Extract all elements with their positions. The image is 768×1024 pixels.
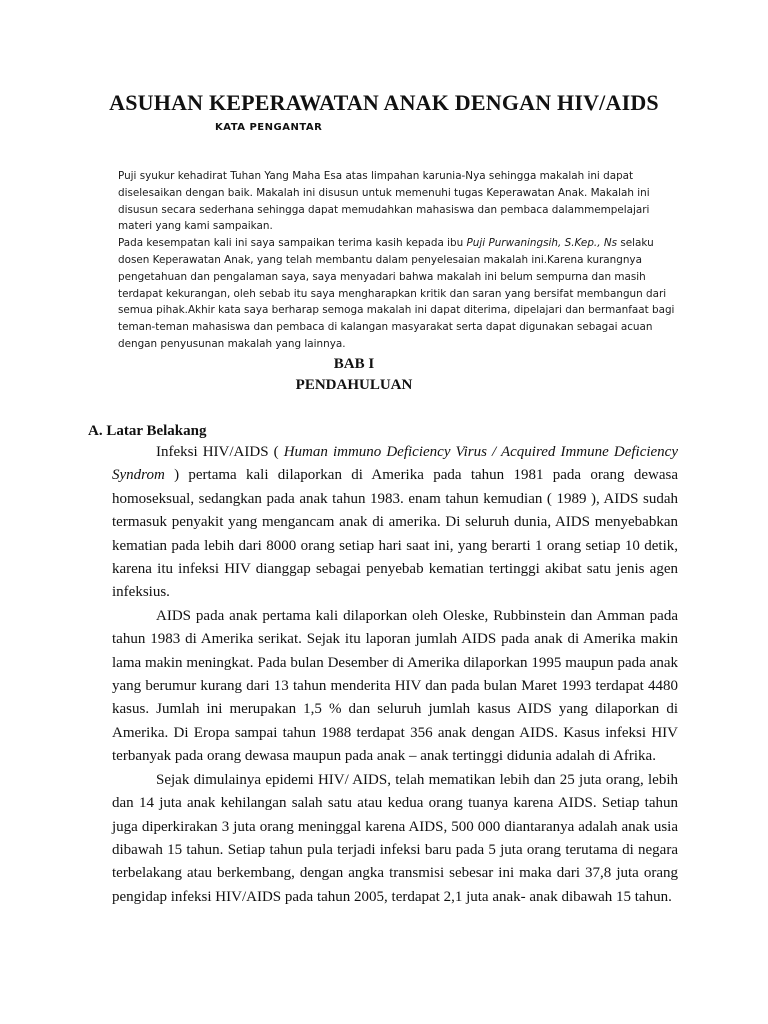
body-p1-italic: Human immuno Deficiency Virus / Acquired Immune Deficiency Syndrom — [112, 444, 678, 484]
chapter-title: PENDAHULUAN — [295, 377, 413, 393]
chapter-number: BAB I — [333, 356, 375, 372]
body-p1-start: Infeksi HIV/AIDS ( — [156, 444, 284, 460]
body-paragraph-1 — [112, 441, 678, 605]
foreword-p2-end: selaku dosen Keperawatan Anak, yang telah membantu dalam penyelesaian makalah ini.Karena kurangnya pengetahuan dan pengalaman saya, saya menyadari bahwa makalah ini belum sempurna dan masih terdapat kekurangan, oleh sebab itu saya mengharapkan kritik dan saran yang bersifat membangun dari semua pihak.Akhir kata saya berharap semoga makalah ini dapat diterima, dipelajari dan bermanfaat bagi teman-teman mahasiswa dan pembaca di kalangan masyarakat serta dapat digunakan sebagai acuan dengan penyusunan makalah yang lainnya. — [118, 237, 675, 350]
body-paragraph-2: AIDS pada anak pertama kali dilaporkan oleh Oleske, Rubbinstein dan Amman pada tahun 1983 di Amerika serikat. Sejak itu laporan jumlah AIDS pada anak di Amerika makin lama makin meningkat. Pada bulan Desember di Amerika dilaporkan 1995 maupun pada anak yang berumur kurang dari 13 tahun menderita HIV dan pada bulan Maret 1993 terdapat 4480 kasus. Jumlah ini merupakan 1,5 % dan seluruh jumlah kasus AIDS yang dilaporkan di Amerika. Di Eropa sampai tahun 1988 terdapat 356 anak dengan AIDS. Kasus infeksi HIV terbanyak pada orang dewasa maupun pada anak – anak tertinggi didunia adalah di Afrika. — [112, 607, 678, 765]
foreword-paragraph-2 — [118, 235, 678, 353]
body-paragraph-3: Sejak dimulainya epidemi HIV/ AIDS, telah mematikan lebih dan 25 juta orang, lebih dan 14 juta anak kehilangan salah satu atau kedua orang tuanya karena AIDS. Setiap tahun juga diperkirakan 3 juta orang meninggal karena AIDS, 500 000 diantaranya adalah anak usia dibawah 15 tahun. Setiap tahun pula terjadi infeksi baru pada 5 juta orang terutama di negara terbelakang atau berkembang, dengan angka transmisi sebesar ini maka dari 37,8 juta orang pengidap infeksi HIV/AIDS pada tahun 2005, terdapat 2,1 juta anak- anak dibawah 15 tahun. — [112, 771, 678, 905]
section-body — [112, 441, 678, 909]
foreword-heading: KATA PENGANTAR — [215, 122, 323, 133]
foreword-paragraph-1: Puji syukur kehadirat Tuhan Yang Maha Esa atas limpahan karunia-Nya sehingga makalah ini dapat diselesaikan dengan baik. Makalah ini disusun untuk memenuhi tugas Keperawatan Anak. Makalah ini disusun secara sederhana sehingga dapat memudahkan mahasiswa dan pembaca dalammempelajari materi yang kami sampaikan. — [118, 170, 650, 233]
lecturer-name: Puji Purwaningsih, S.Kep., Ns — [466, 237, 618, 250]
section-heading: A. Latar Belakang — [88, 423, 207, 439]
body-p1-end: ) pertama kali dilaporkan di Amerika pada tahun 1981 pada orang dewasa homoseksual, sedangkan pada anak tahun 1983. enam tahun kemudian ( 1989 ), AIDS sudah termasuk penyakit yang mengancam anak di amerika. Di seluruh dunia, AIDS menyebabkan kematian pada lebih dari 8000 orang setiap hari saat ini, yang berarti 1 orang setiap 10 detik, karena itu infeksi HIV dianggap sebagai penyebab kematian tertinggi akibat satu jenis agen infeksius. — [112, 467, 678, 601]
foreword-text — [118, 168, 678, 353]
foreword-p2-start: Pada kesempatan kali ini saya sampaikan terima kasih kepada ibu — [118, 237, 467, 250]
document-title: ASUHAN KEPERAWATAN ANAK DENGAN HIV/AIDS — [109, 90, 659, 115]
